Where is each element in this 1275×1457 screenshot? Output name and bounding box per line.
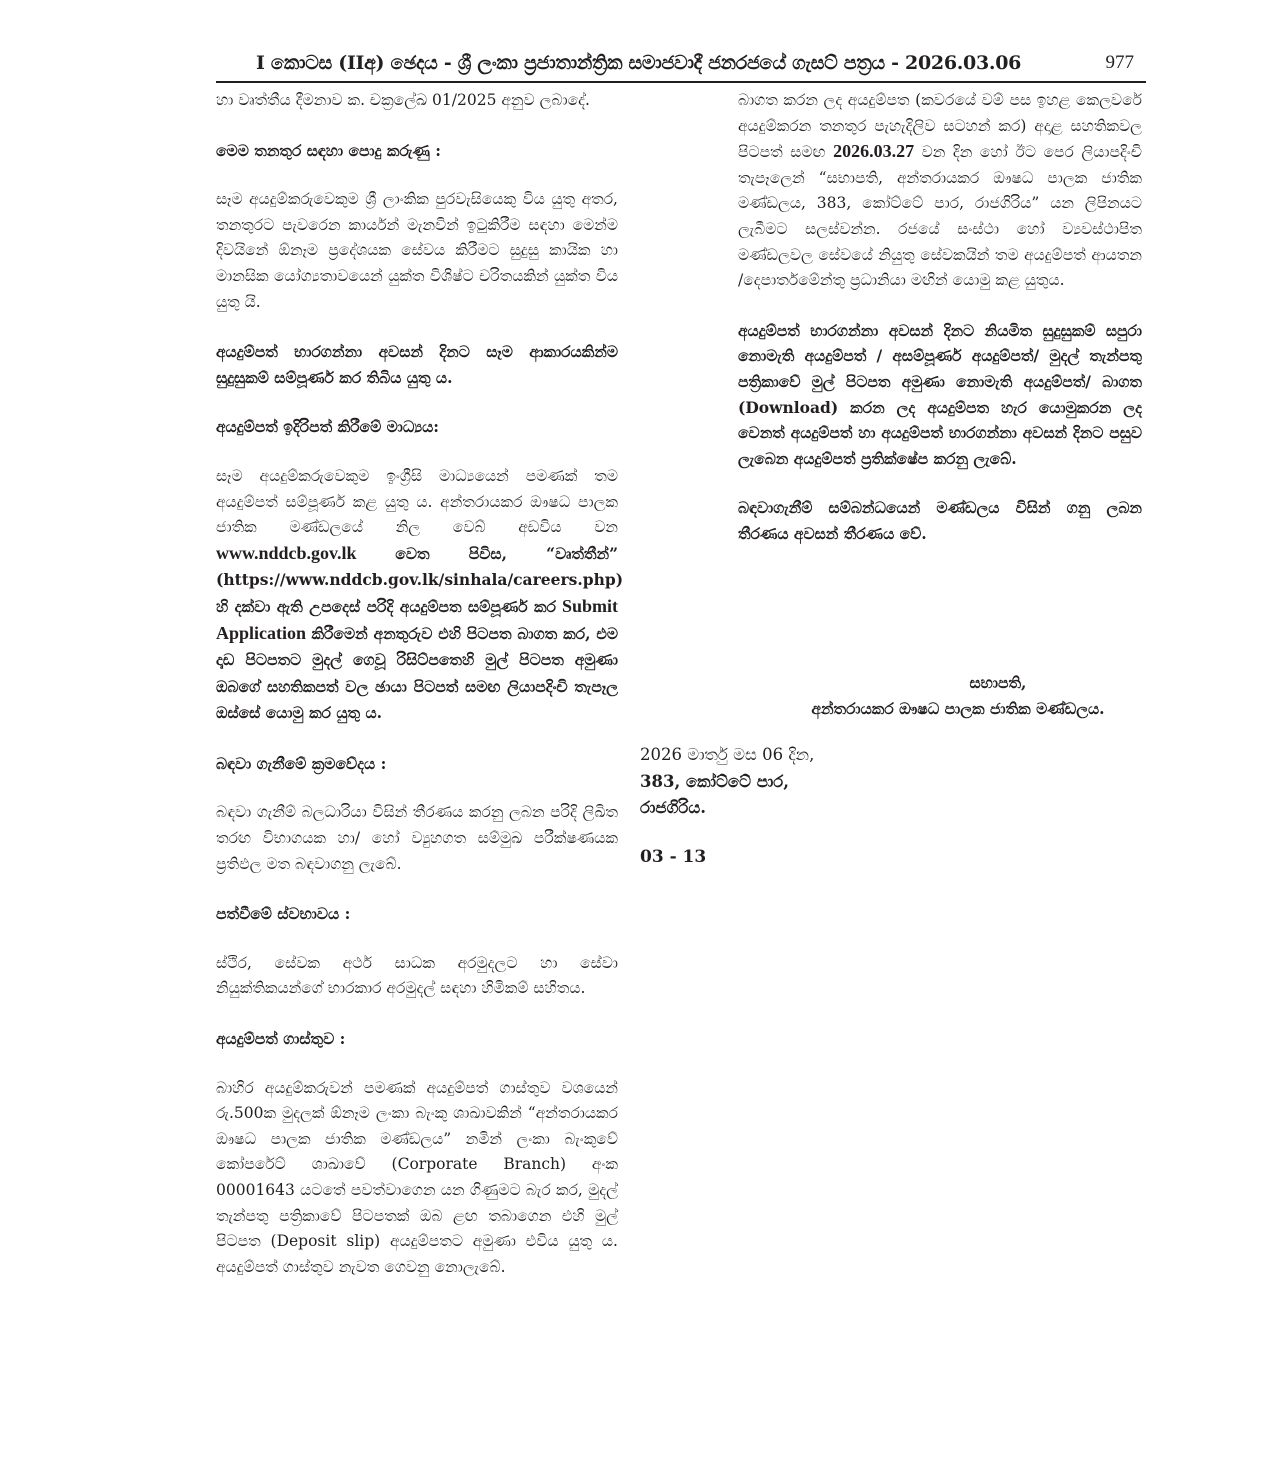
application-text-a: සෑම අයදුම්කරුවෙකුම ඉංග්‍රීසි මාධ්‍යයෙන් පමණක් තම අයදුම්පත් සම්පූර්ණ කළ යුතු ය. අන්තරායකර ඖෂධ පාලක ජාතික මණ්ඩලයේ නිල වෙබ් අඩවිය වන [216, 466, 618, 537]
right-column [738, 88, 1142, 571]
address-line-2: රාජගිරිය. [640, 798, 706, 817]
application-text-b: වෙත පිවිස, “වෘත්තීන්” (https://www.nddcb.gov.lk/sinhala/careers.php) හි දක්වා ඇති උපදෙස් පරිදි අයදුම්පත සම්පූර්ණ කර [216, 543, 624, 616]
reference-number: 03 - 13 [640, 847, 707, 867]
signature-organization: අන්තරායකර ඖෂධ පාලක ජාතික මණ්ඩලය. [811, 699, 1105, 718]
paragraph-qualification-deadline: අයදුම්පත් භාරගන්නා අවසන් දිනට සෑම ආකාරයකින්ම සුදුසුකම් සම්පූර්ණ කර තිබිය යුතු ය. [216, 342, 618, 387]
paragraph-recruitment-method: බඳවා ගැනීම් බලධාරියා විසින් තීරණය කරනු ලබන පරිදි ලිඛිත තරඟ විභාගයක හා/ හෝ ව්‍යුහගත සම්මුඛ පරීක්ෂණයක ප්‍රතිඵල මත බඳවාගනු ලැබේ. [216, 803, 618, 873]
header-rule [216, 81, 1146, 83]
heading-recruitment-method: බඳවා ගැනීමේ ක්‍රමවේදය : [216, 753, 387, 773]
paragraph-final-decision: බඳවාගැනීම් සම්බන්ධයෙන් මණ්ඩලය විසින් ගනු ලබන තීරණය අවසන් තීරණය වේ. [738, 498, 1142, 543]
signature-title: සභාපති, [969, 673, 1027, 692]
paragraph-appointment-nature: ස්ථිර, සේවක අර්ථ සාධක අරමුදලට හා සේවා නියුක්තිකයන්ගේ භාරකාර අරමුදල් සඳහා හිමිකම් සහිතය. [216, 953, 618, 998]
paragraph-citizenship: සෑම අයදුම්කරුවෙකුම ශ්‍රී ලාංකික පුරවැසියෙකු විය යුතු අතර, තනතුරට පැවරෙන කාර්යන් මැනවින් ඉටුකිරීම සඳහා මෙන්ම දිවයිනේ ඕනෑම ප්‍රදේශයක සේවය කිරීමට සුදුසු කායික හා මානසික යෝග්‍යතාවයෙන් යුක්ත විශිෂ්ට චරිතයකින් යුක්ත විය යුතු යි. [216, 190, 618, 311]
submission-text-b: වන දින හෝ ඊට පෙර ලියාපදිංචි තැපෑලෙන් “සභාපති, අන්තරායකර ඖෂධ පාලක ජාතික මණ්ඩලය, 383, කෝට්ටේ පාර, රාජගිරිය” යන ලිපිනයට ලැබීමට සලස්වන්න. රජයේ සංස්ථා හෝ ව්‍යවස්ථාපිත මණ්ඩලවල සේවයේ නියුතු සේවකයින් තම අයදුම්පත් ආයතන /දෙපාර්තමේන්තු ප්‍රධානියා මඟින් යොමු කළ යුතුය. [738, 143, 1142, 290]
paragraph-submission-instructions [738, 88, 1142, 294]
page-header [216, 50, 1146, 82]
application-text-c: කිරීමෙන් අනතුරුව එහි පිටපත බාගත කර, එම දෘඩ පිටපතට මුදල් ගෙවූ රිසිට්පතෙහි මුල් පිටපත අමුණා ඔබගේ සහතිකපත් වල ඡායා පිටපත් සමඟ ලියාපදිංචි තැපෑල ඔස්සේ යොමු කර යුතු ය. [216, 623, 618, 723]
website-link[interactable]: www.nddcb.gov.lk [216, 542, 357, 563]
heading-application-fee: අයදුම්පත් ගාස්තුව : [216, 1029, 346, 1049]
issue-date: 2026 මාර්තු මස 06 දින, [640, 745, 815, 764]
heading-general-requirements: මෙම තනතුර සඳහා පොදු කරුණු : [216, 140, 441, 160]
paragraph-application-fee: බාහිර අයදුම්කරුවන් පමණක් අයදුම්පත් ගාස්තුව වශයෙන් රු.500ක මුදලක් ඕනෑම ලංකා බැංකු ශාඛාවකින් “අන්තරායකර ඖෂධ පාලක ජාතික මණ්ඩලය” නමින් ලංකා බැංකුවේ කෝපරේට් ශාඛාවේ (Corporate Branch) අංක 00001643 යටතේ පවත්වාගෙන යන ගිණුමට බැර කර, මුදල් තැන්පතු පත්‍රිකාවේ පිටපතක් ඔබ ළඟ තබාගෙන එහි මුල් පිටපත (Deposit slip) අයදුම්පතට අමුණා එවිය යුතු ය. අයදුම්පත් ගාස්තුව නැවත ගෙවනු නොලැබේ. [216, 1078, 618, 1276]
closing-date: 2026.03.27 [833, 141, 915, 162]
heading-application-medium: අයදුම්පත් ඉදිරිපත් කිරීමේ මාධ්‍යය: [216, 417, 439, 437]
signature-block [738, 670, 1142, 722]
page-number: 977 [1105, 52, 1134, 73]
heading-appointment-nature: පත්වීමේ ස්වභාවය : [216, 904, 351, 924]
submit-application-label: Submit Application [216, 595, 618, 643]
submission-text-a: බාගත කරන ලද අයදුම්පත (කවරයේ වම් පස ඉහළ කෙලවරේ අයදුම්කරන තනතුර පැහැදිලිව සටහන් කර) අදාළ සහතිකවල පිටපත් සමඟ [738, 91, 1142, 162]
date-address-block [640, 742, 940, 822]
paragraph-rejection-rules: අයදුම්පත් භාරගන්නා අවසන් දිනට නියමිත සුදුසුකම් සපුරා නොමැති අයදුම්පත් / අසම්පූර්ණ අයදුම්පත්/ මුදල් තැන්පතු පත්‍රිකාවේ මුල් පිටපත අමුණා නොමැති අයදුම්පත්/ බාගත (Download) කරන ලද අයදුම්පත හැර යොමුකරන ලද වෙනත් අයදුම්පත් හා අයදුම්පත් භාරගන්නා අවසන් දිනට පසුව ලැබෙන අයදුම්පත් ප්‍රතික්ෂේප කරනු ලැබේ. [738, 320, 1142, 468]
address-line-1: 383, කෝට්ටේ පාර, [640, 771, 790, 791]
paragraph-application-process [216, 464, 624, 727]
paragraph-allowance: හා වෘත්තීය දීමනාව ක. චක්‍රලේඛ 01/2025 අනුව ලබාදේ. [216, 91, 590, 109]
gazette-header-title: I කොටස (IIඅ) ඡෙදය - ශ්‍රී ලංකා ප්‍රජාතාන්ත්‍රික සමාජවාදී ජනරජයේ ගැසට් පත්‍රය - 2026.03.06 [256, 52, 1022, 74]
left-column [216, 88, 624, 1304]
